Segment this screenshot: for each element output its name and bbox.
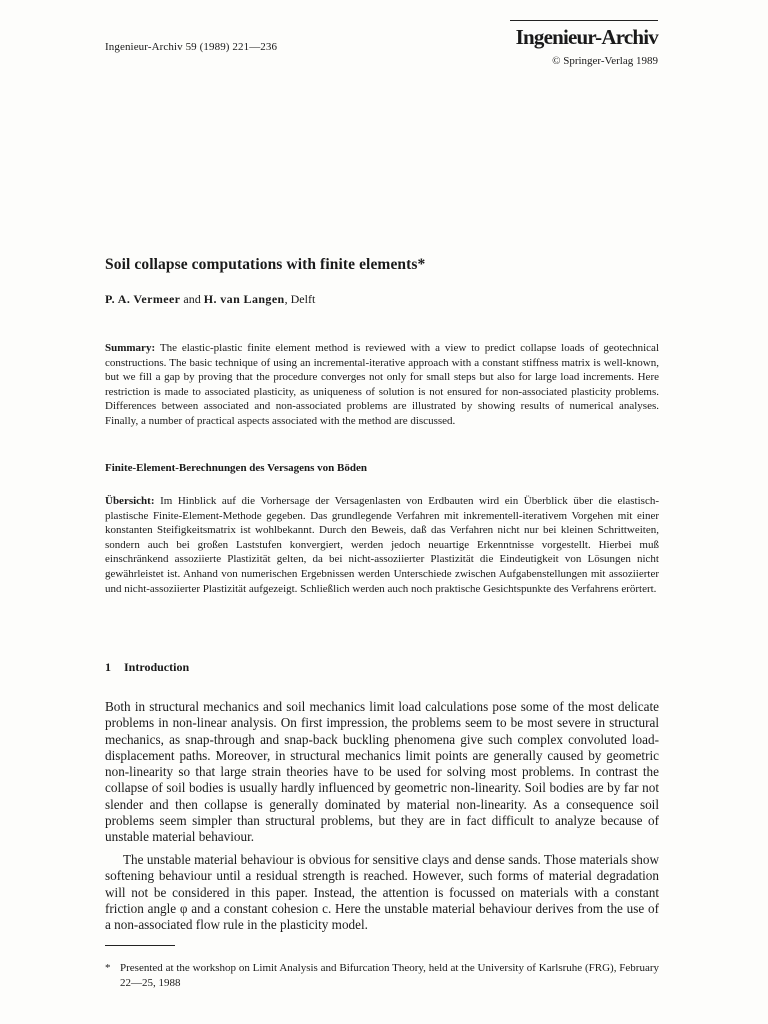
footnote-mark: * xyxy=(105,962,111,974)
masthead-rule xyxy=(510,20,658,21)
german-summary xyxy=(105,494,659,596)
author-location: , Delft xyxy=(284,292,316,306)
german-title: Finite-Element-Berechnungen des Versagens von Böden xyxy=(105,462,367,474)
uebersicht-label: Übersicht: xyxy=(105,495,155,507)
author-line xyxy=(105,292,315,307)
journal-citation: Ingenieur-Archiv 59 (1989) 221—236 xyxy=(105,41,278,53)
article-title: Soil collapse computations with finite elements* xyxy=(105,256,426,273)
uebersicht-text: Im Hinblick auf die Vorhersage der Versagenlasten von Erdbauten wird ein Überblick über die elastisch-plastische Finite-Element-Methode gegeben. Das grundlegende Verfahren mit inkrementell-iterativem Vorgehen mit einer konstanten Steifigkeitsmatrix ist wohlbekannt. Durch den Beweis, daß das Verfahren nicht nur bei kleinen Schrittweiten, sondern auch bei großen Laststufen konvergiert, werden jedoch neuartige Erkenntnisse vorgestellt. Hierbei muß einschränkend assoziierte Plastizität gelten, da bei nicht-assoziierter Plastizität die Eindeutigkeit von Lösungen nicht gewährleistet ist. Anhand von numerischen Ergebnissen werden Unterschiede zwischen Aufgabenstellungen mit assoziierter und nicht-assoziierter Plastizität aufgezeigt. Schließlich werden auch noch praktische Gesichtspunkte des Verfahrens erörtert. xyxy=(105,495,659,595)
section-title: Introduction xyxy=(124,660,190,674)
section-number: 1 xyxy=(105,660,111,674)
body-paragraph: Both in structural mechanics and soil mechanics limit load calculations pose some of the most delicate problems in non-linear analysis. On first impression, the problems seem to be most severe in structural mechanics, as snap-through and snap-back buckling phenomena give such complex convoluted load-displacement paths. Moreover, in structural mechanics limit points are generally caused by geometric non-linearity so that large strain theories have to be used for solving most problems. In contrast the collapse of soil bodies is usually hardly influenced by geometric non-linearity. Soil bodies are by far not slender and then collapse is generally dominated by material non-linearity. As a consequence soil problems seem simpler than structural problems, but they are in fact difficult to analyze because of unstable material behaviour. xyxy=(105,699,659,845)
journal-name: Ingenieur-Archiv xyxy=(515,25,658,49)
journal-masthead xyxy=(510,20,658,67)
footnote-text: Presented at the workshop on Limit Analysis and Bifurcation Theory, held at the University of Karlsruhe (FRG), February 22—25, 1988 xyxy=(120,962,659,989)
footnote xyxy=(105,961,659,990)
publisher-copyright: © Springer-Verlag 1989 xyxy=(552,55,658,67)
author-connector: and xyxy=(180,292,204,306)
summary-text: The elastic-plastic finite element method is reviewed with a view to predict collapse loads of geotechnical constructions. The basic technique of using an incremental-iterative approach with a constant stiffness matrix is well-known, but we fill a gap by proving that the procedure converges not only for small steps but also for large load increments. Here restriction is made to associated plasticity, as uniqueness of solution is not ensured for non-associated plasticity problems. Differences between associated and non-associated problems are illustrated by showing results of numerical analyses. Finally, a number of practical aspects associated with the method are discussed. xyxy=(105,342,659,427)
english-summary xyxy=(105,341,659,429)
body-paragraph: The unstable material behaviour is obvious for sensitive clays and dense sands. Those materials show softening behaviour until a residual strength is reached. However, such forms of material degradation will not be considered in this paper. Instead, the attention is focussed on materials with a constant friction angle φ and a constant cohesion c. Here the unstable material behaviour derives from the use of a non-associated flow rule in the plasticity model. xyxy=(105,852,659,933)
summary-label: Summary: xyxy=(105,342,156,354)
author-name: H. van Langen xyxy=(203,292,285,306)
author-name: P. A. Vermeer xyxy=(105,292,181,306)
footnote-rule xyxy=(105,945,175,946)
section-heading xyxy=(105,660,189,675)
